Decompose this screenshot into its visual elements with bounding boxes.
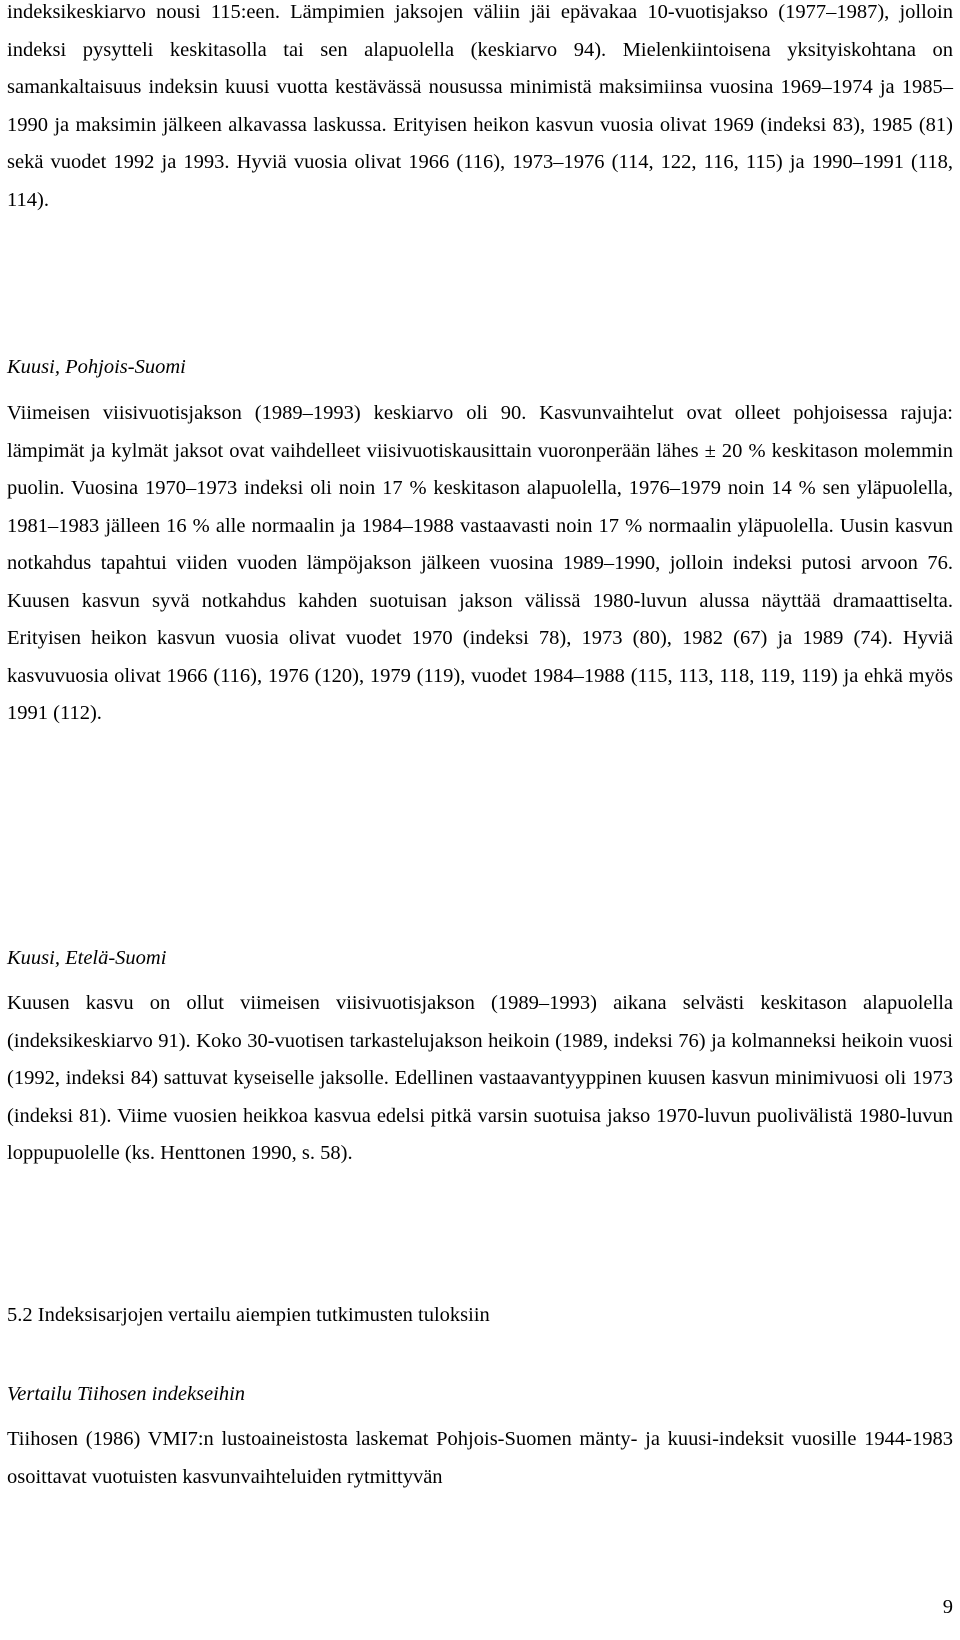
heading-vertailu-tiihosen: Vertailu Tiihosen indekseihin: [7, 1383, 246, 1405]
intro-paragraph: indeksikeskiarvo nousi 115:een. Lämpimien jaksojen väliin jäi epävakaa 10-vuotisjakso (1977–1987), jolloin indeksi pysytteli keskitasolla tai sen alapuolella (keskiarvo 94). Mielenkiintoisena yksityiskohtana on samankaltaisuus indeksin kuusi vuotta kestävässä nousussa minimistä maksimiinsa vuosina 1969–1974 ja 1985–1990 ja maksimin jälkeen alkavassa laskussa. Erityisen heikon kasvun vuosia olivat 1969 (indeksi 83), 1985 (81) sekä vuodet 1992 ja 1993. Hyviä vuosia olivat 1966 (116), 1973–1976 (114, 122, 116, 115) ja 1990–1991 (118, 114).: [7, 1, 953, 211]
heading-kuusi-etela-suomi: Kuusi, Etelä-Suomi: [7, 947, 167, 969]
heading-kuusi-pohjois-suomi: Kuusi, Pohjois-Suomi: [7, 356, 186, 378]
section-heading-5-2: 5.2 Indeksisarjojen vertailu aiempien tutkimusten tuloksiin: [7, 1304, 490, 1326]
paragraph-kuusi-pohjois-suomi: Viimeisen viisivuotisjakson (1989–1993) keskiarvo oli 90. Kasvunvaihtelut ovat olleet pohjoisessa rajuja: lämpimät ja kylmät jaksot ovat vaihdelleet viisivuotiskausittain vuoronperään lähes ± 20 % keskitason molemmin puolin. Vuosina 1970–1973 indeksi oli noin 17 % keskitason alapuolella, 1976–1979 noin 14 % sen yläpuolella, 1981–1983 jälleen 16 % alle normaalin ja 1984–1988 vastaavasti noin 17 % normaalin yläpuolella. Uusin kasvun notkahdus tapahtui viiden vuoden lämpöjakson jälkeen vuosina 1989–1990, jolloin indeksi putosi arvoon 76. Kuusen kasvun syvä notkahdus kahden suotuisan jakson välissä 1980-luvun alussa näyttää dramaattiselta. Erityisen heikon kasvun vuosia olivat vuodet 1970 (indeksi 78), 1973 (80), 1982 (67) ja 1989 (74). Hyviä kasvuvuosia olivat 1966 (116), 1976 (120), 1979 (119), vuodet 1984–1988 (115, 113, 118, 119, 119) ja ehkä myös 1991 (112).: [7, 402, 953, 724]
paragraph-kuusi-etela-suomi: Kuusen kasvu on ollut viimeisen viisivuotisjakson (1989–1993) aikana selvästi keskitason alapuolella (indeksikeskiarvo 91). Koko 30-vuotisen tarkastelujakson heikoin (1989, indeksi 76) ja kolmanneksi heikoin vuosi (1992, indeksi 84) sattuvat kyseiselle jaksolle. Edellinen vastaavantyyppinen kuusen kasvun minimivuosi oli 1973 (indeksi 81). Viime vuosien heikkoa kasvua edelsi pitkä varsin suotuisa jakso 1970-luvun puolivälistä 1980-luvun loppupuolelle (ks. Henttonen 1990, s. 58).: [7, 992, 953, 1164]
page-number: 9: [942, 1596, 953, 1618]
paragraph-vertailu-tiihosen: Tiihosen (1986) VMI7:n lustoaineistosta laskemat Pohjois-Suomen mänty- ja kuusi-indeksit vuosille 1944-1983 osoittavat vuotuisten kasvunvaihteluiden rytmittyvän: [7, 1428, 953, 1488]
